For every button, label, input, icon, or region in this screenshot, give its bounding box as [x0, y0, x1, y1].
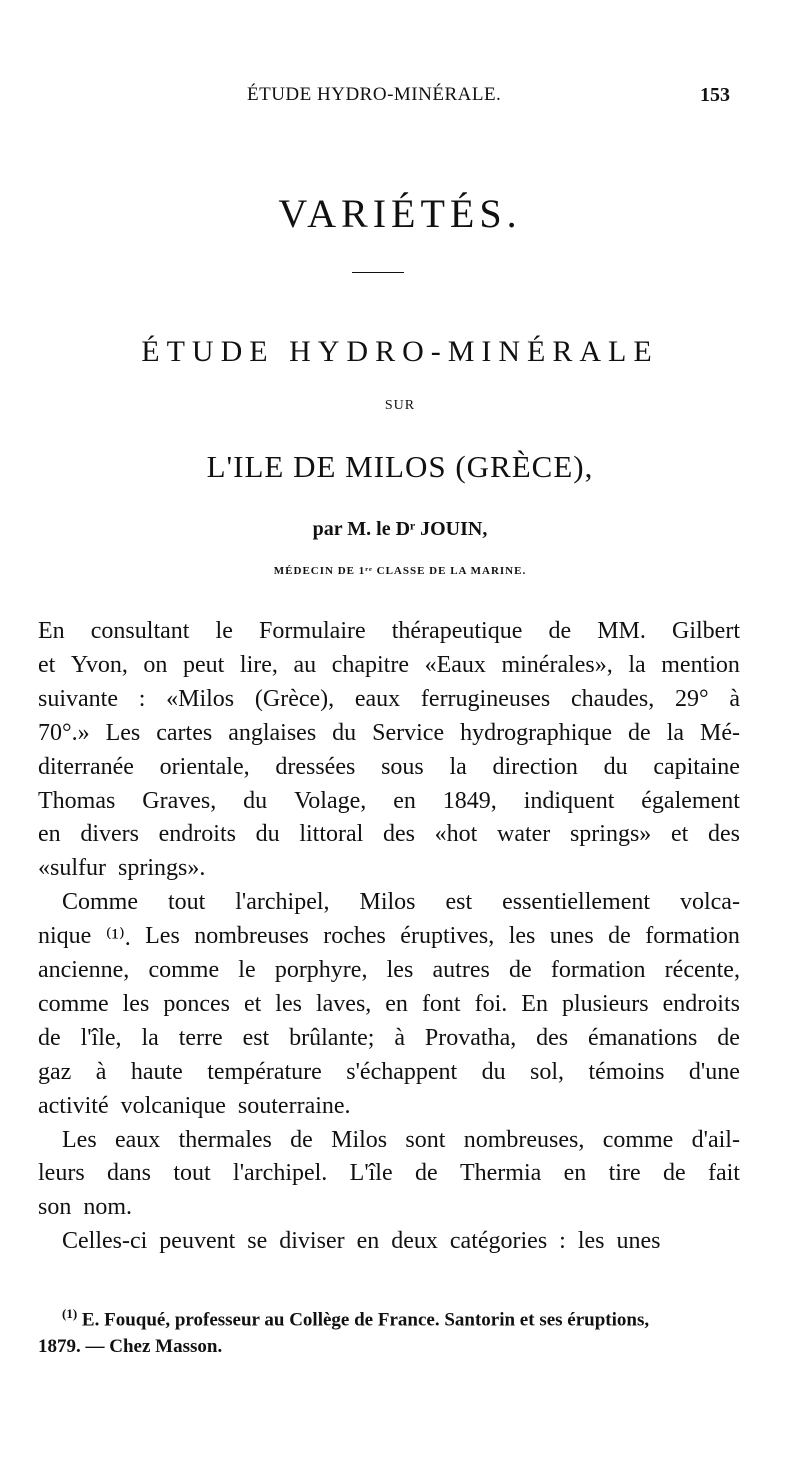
body-line: en divers endroits du littoral des «hot water springs» et des	[38, 821, 740, 847]
title-preposition: SUR	[384, 398, 416, 413]
body-line: comme les ponces et les laves, en font foi. En plusieurs endroits	[38, 991, 740, 1017]
body-line: gaz à haute température s'échappent du sol, témoins d'une	[38, 1059, 740, 1085]
author-affiliation: MÉDECIN DE 1ʳᵉ CLASSE DE LA MARINE.	[273, 565, 527, 577]
footnote-marker: (1)	[62, 1306, 78, 1321]
footnote-line-2	[38, 1336, 740, 1358]
footnote-text-2: 1879. — Chez Masson.	[38, 1336, 223, 1357]
body-line: suivante : «Milos (Grèce), eaux ferrugineuses chaudes, 29° à	[38, 686, 740, 712]
footnote-line-1	[62, 1306, 740, 1331]
place-title: L'ILE DE MILOS (GRÈCE),	[206, 449, 594, 484]
body-line: activité volcanique souterraine.	[38, 1093, 351, 1119]
running-head	[0, 84, 800, 114]
body-line: son nom.	[38, 1194, 133, 1220]
body-line: de l'île, la terre est brûlante; à Provatha, des émanations de	[38, 1025, 740, 1051]
author-byline: par M. le Dʳ JOUIN,	[312, 518, 488, 540]
body-line: ancienne, comme le porphyre, les autres de formation récente,	[38, 957, 740, 983]
body-line: leurs dans tout l'archipel. L'île de Thermia en tire de fait	[38, 1160, 740, 1186]
section-title: VARIÉTÉS.	[278, 191, 522, 236]
article-title: ÉTUDE HYDRO-MINÉRALE	[141, 335, 659, 368]
body-line: Thomas Graves, du Volage, en 1849, indiquent également	[38, 788, 740, 814]
body-line: Celles-ci peuvent se diviser en deux catégories : les unes	[62, 1228, 661, 1254]
body-line: diterranée orientale, dressées sous la direction du capitaine	[38, 754, 740, 780]
body-line: nique ⁽¹⁾. Les nombreuses roches éruptives, les unes de formation	[38, 923, 740, 951]
running-title: ÉTUDE HYDRO-MINÉRALE.	[247, 84, 502, 105]
footnote-text-1: E. Fouqué, professeur au Collège de France. Santorin et ses éruptions,	[81, 1309, 650, 1331]
body-line: «sulfur springs».	[38, 855, 206, 881]
body-line: Les eaux thermales de Milos sont nombreuses, comme d'ail-	[62, 1127, 740, 1153]
body-line: Comme tout l'archipel, Milos est essentiellement volca-	[62, 889, 740, 915]
body-line: En consultant le Formulaire thérapeutique de MM. Gilbert	[38, 618, 740, 644]
body-line: 70°.» Les cartes anglaises du Service hydrographique de la Mé-	[38, 720, 740, 746]
body-line: et Yvon, on peut lire, au chapitre «Eaux minérales», la mention	[38, 652, 740, 678]
page-number: 153	[700, 84, 730, 106]
title-rule	[352, 272, 404, 273]
